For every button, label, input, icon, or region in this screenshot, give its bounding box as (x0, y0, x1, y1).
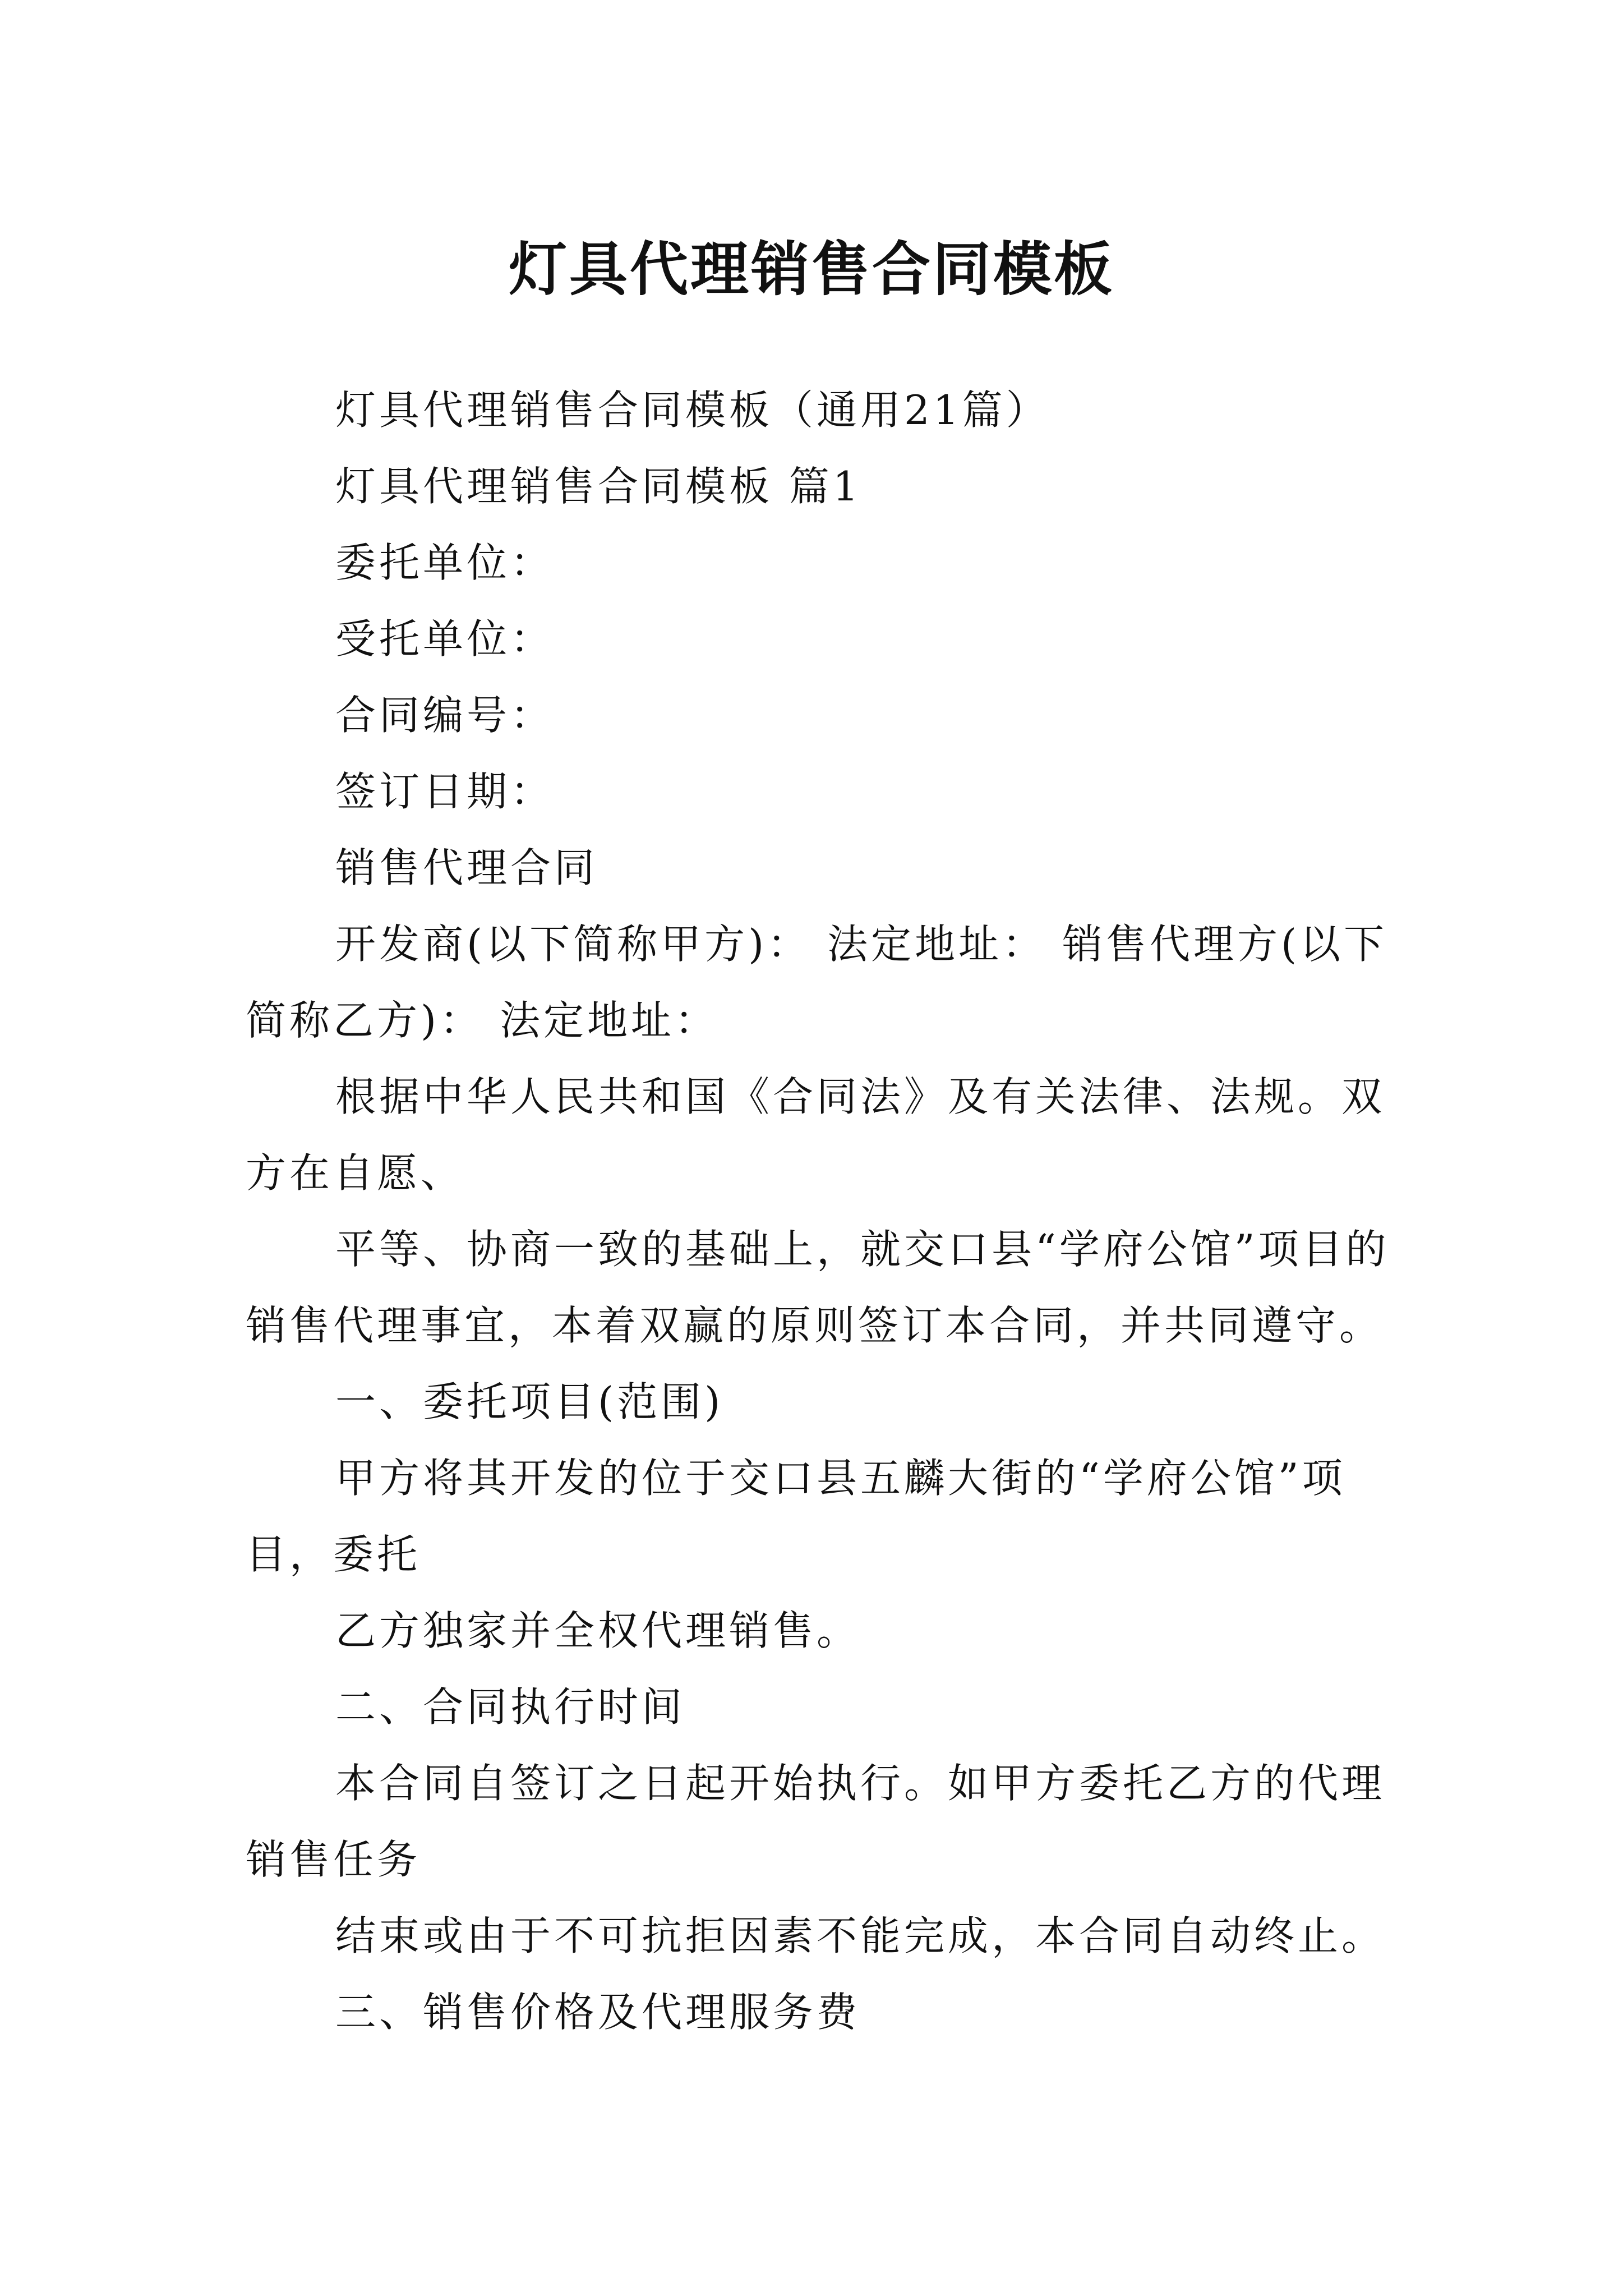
document-title: 灯具代理销售合同模板 (508, 234, 1114, 303)
paragraph: 灯具代理销售合同模板（通用21篇） (335, 386, 1050, 434)
paragraph: 平等、协商一致的基础上，就交口县“学府公馆”项目的销售代理事宜，本着双赢的原则签订本合同，并共同遵守。 (246, 1226, 1390, 1349)
paragraph: 受托单位： (335, 615, 555, 662)
paragraph: 乙方独家并全权代理销售。 (335, 1607, 861, 1654)
section-heading: 一、委托项目(范围) (335, 1378, 724, 1425)
paragraph: 本合同自签订之日起开始执行。如甲方委托乙方的代理销售任务 (246, 1760, 1386, 1883)
paragraph: 开发商(以下简称甲方)： 法定地址： 销售代理方(以下简称乙方)： 法定地址： (246, 921, 1388, 1044)
document-body (246, 372, 1390, 2050)
paragraph: 结束或由于不可抗拒因素不能完成，本合同自动终止。 (335, 1912, 1386, 1959)
paragraph: 根据中华人民共和国《合同法》及有关法律、法规。双方在自愿、 (246, 1073, 1386, 1197)
paragraph: 销售代理合同 (335, 844, 598, 891)
paragraph: 签订日期： (335, 768, 555, 815)
paragraph: 甲方将其开发的位于交口县五麟大街的“学府公馆”项目，委托 (246, 1455, 1346, 1578)
paragraph: 合同编号： (335, 692, 555, 739)
paragraph: 灯具代理销售合同模板 篇1 (335, 463, 862, 510)
section-heading: 二、合同执行时间 (335, 1683, 686, 1731)
paragraph: 委托单位： (335, 539, 555, 586)
section-heading: 三、销售价格及代理服务费 (335, 1989, 861, 2036)
